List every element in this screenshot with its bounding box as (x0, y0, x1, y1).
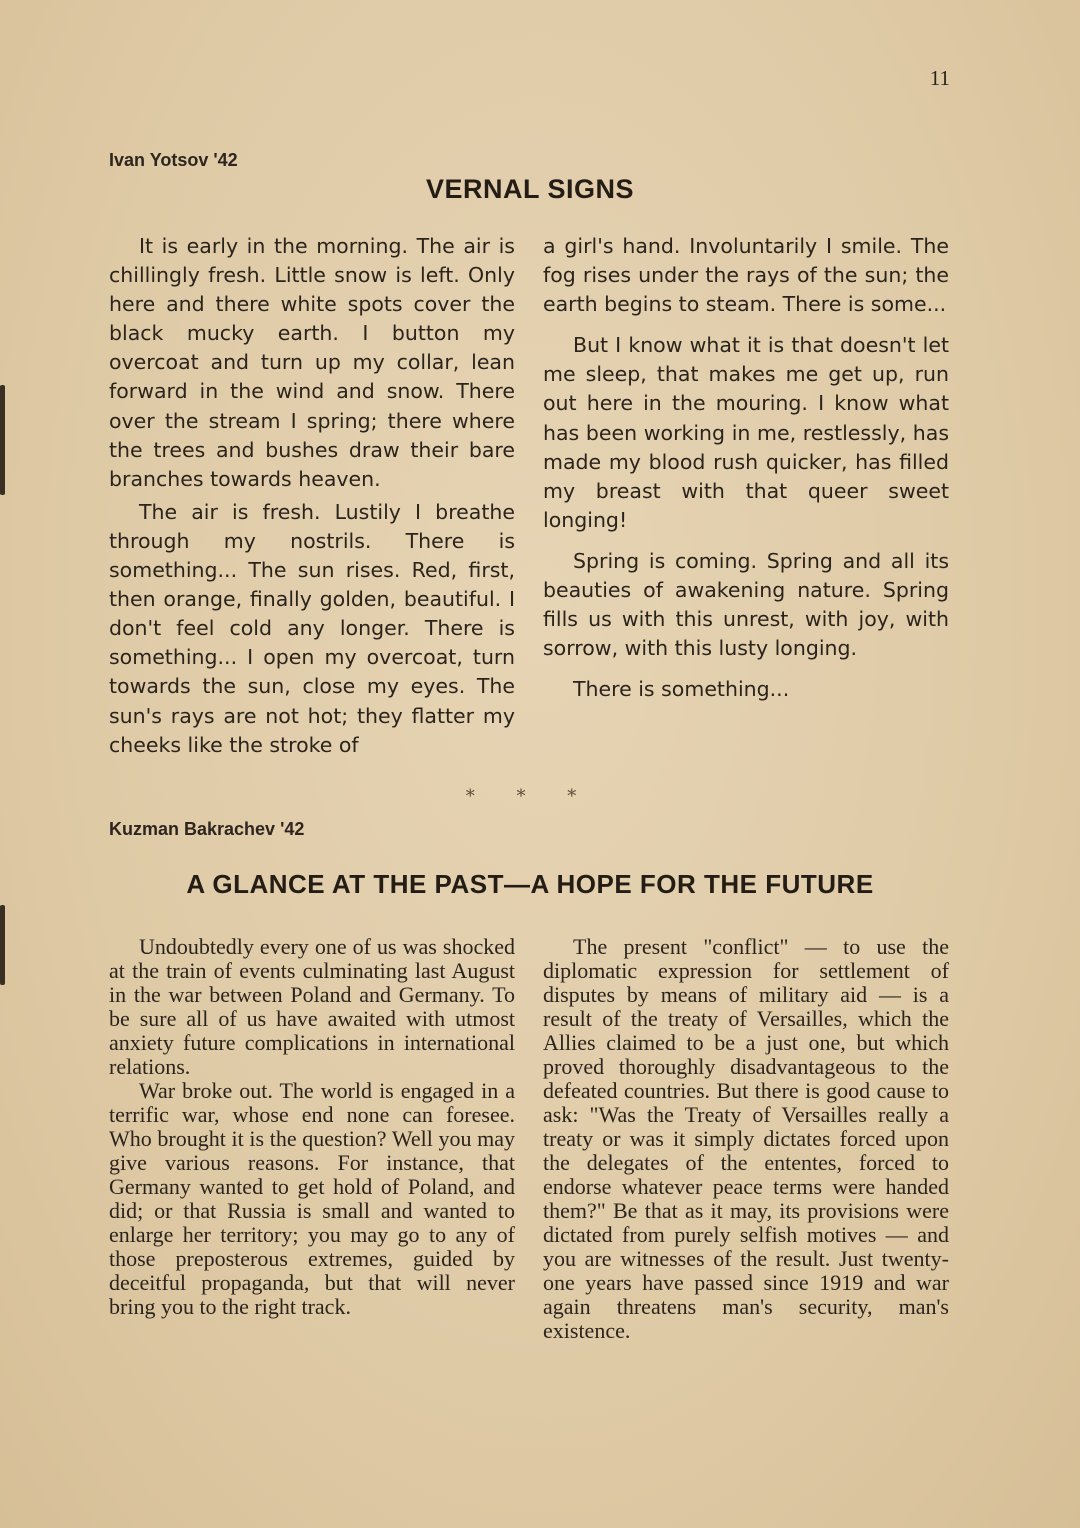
article-author: Ivan Yotsov '42 (109, 150, 238, 170)
article-title: VERNAL SIGNS (425, 174, 635, 204)
left-column (109, 232, 515, 760)
paragraph: It is early in the morning. The air is chillingly fresh. Little snow is left. Only here and there white spots cover the black mucky earth. I button my overcoat and turn up my collar, lean forward in the wind and snow. There over the stream I spring; there where the trees and bushes draw their bare branches towards heaven. (109, 234, 515, 491)
binding-mark (0, 905, 5, 985)
page-number: 11 (929, 66, 950, 90)
paragraph: There is something... (573, 677, 790, 702)
paragraph: War broke out. The world is engaged in a terrific war, whose end none can foresee. Who brought it is the question? Well you may give various reasons. For instance, that Germany wanted to get hold of Poland, and did; or that Russia is small and wanted to enlarge her territory; you may go to any of those preposterous extremes, guided by deceitful propaganda, but that will never bring you to the right track. (109, 1078, 515, 1319)
paragraph: The air is fresh. Lustily I breathe through my nostrils. There is something... The sun rises. Red, first, then orange, finally golden, beautiful. I don't feel cold any longer. There is something... I open my overcoat, turn towards the sun, close my eyes. The sun's rays are not hot; they flatter my cheeks like the stroke of (109, 499, 515, 757)
article-author: Kuzman Bakrachev '42 (109, 819, 305, 839)
left-column (109, 935, 515, 1319)
right-column (543, 935, 949, 1343)
paragraph: a girl's hand. Involuntarily I smile. The fog rises under the rays of the sun; the earth begins to steam. There is some... (543, 234, 949, 317)
section-divider: * * * (465, 786, 595, 807)
paragraph: The present "conflict" — to use the diplomatic expression for settlement of disputes by means of military aid — is a result of the treaty of Versailles, which the Allies claimed to be a just one, but which proved thoroughly disadvantageous to the defeated countries. But there is good cause to ask: "Was the Treaty of Versailles really a treaty or was it simply dictates forced upon the delegates of the ententes, forced to endorse whatever peace terms were handed them?" Be that as it may, its provisions were dictated from purely selfish motives — and you are witnesses of the result. Just twenty-one years have passed since 1919 and war again threatens man's security, man's existence. (543, 934, 949, 1343)
paragraph: Spring is coming. Spring and all its beauties of awakening nature. Spring fills us with this unrest, with joy, with sorrow, with this lusty longing. (543, 548, 949, 661)
article-title: A GLANCE AT THE PAST—A HOPE FOR THE FUTURE (186, 869, 874, 899)
right-column (543, 232, 949, 704)
paragraph: Undoubtedly every one of us was shocked at the train of events culminating last August in the war between Poland and Germany. To be sure all of us have awaited with utmost anxiety future complications in international relations. (109, 934, 515, 1079)
paragraph: But I know what it is that doesn't let me sleep, that makes me get up, run out here in the mouring. I know what has been working in me, restlessly, has made my blood rush quicker, has filled my breast with that queer sweet longing! (543, 333, 949, 532)
binding-mark (0, 385, 5, 495)
